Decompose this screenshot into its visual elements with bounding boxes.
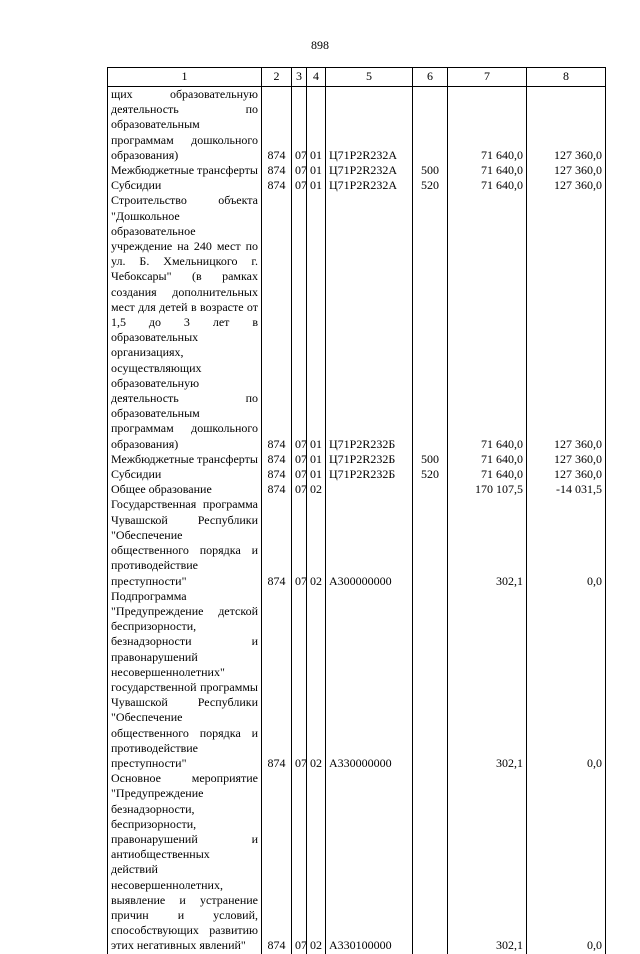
amount-2: 127 360,0 bbox=[527, 467, 606, 482]
row-name: Субсидии bbox=[108, 178, 262, 193]
target-code: Ц71Р2R232А bbox=[326, 87, 413, 164]
expense-type-code: 520 bbox=[413, 178, 448, 193]
amount-1: 71 640,0 bbox=[448, 193, 527, 451]
section-code: 07 bbox=[292, 163, 307, 178]
subsection-code: 02 bbox=[307, 589, 326, 771]
amount-1: 71 640,0 bbox=[448, 452, 527, 467]
amount-1: 71 640,0 bbox=[448, 178, 527, 193]
table-header-row bbox=[108, 68, 606, 87]
table-row bbox=[108, 178, 606, 193]
expense-type-code: 500 bbox=[413, 452, 448, 467]
ministry-code: 874 bbox=[262, 87, 292, 164]
table-row bbox=[108, 482, 606, 497]
expense-type-code bbox=[413, 193, 448, 451]
amount-1: 71 640,0 bbox=[448, 87, 527, 164]
ministry-code: 874 bbox=[262, 452, 292, 467]
expense-type-code bbox=[413, 87, 448, 164]
amount-2: 127 360,0 bbox=[527, 163, 606, 178]
section-code: 07 bbox=[292, 497, 307, 588]
header-cell: 4 bbox=[307, 68, 326, 87]
target-code: Ц71Р2R232Б bbox=[326, 467, 413, 482]
table-row bbox=[108, 497, 606, 588]
amount-1: 170 107,5 bbox=[448, 482, 527, 497]
section-code: 07 bbox=[292, 771, 307, 953]
section-code: 07 bbox=[292, 482, 307, 497]
ministry-code: 874 bbox=[262, 771, 292, 953]
ministry-code: 874 bbox=[262, 589, 292, 771]
expense-type-code bbox=[413, 497, 448, 588]
budget-table bbox=[107, 67, 606, 954]
expense-type-code: 520 bbox=[413, 467, 448, 482]
row-name: щих образовательную деятельность по образовательным программам дошкольного образования) bbox=[108, 87, 262, 164]
amount-2: 127 360,0 bbox=[527, 452, 606, 467]
amount-2: 127 360,0 bbox=[527, 87, 606, 164]
section-code: 07 bbox=[292, 452, 307, 467]
subsection-code: 01 bbox=[307, 193, 326, 451]
table-row bbox=[108, 467, 606, 482]
ministry-code: 874 bbox=[262, 467, 292, 482]
ministry-code: 874 bbox=[262, 497, 292, 588]
amount-2: 0,0 bbox=[527, 771, 606, 953]
target-code bbox=[326, 482, 413, 497]
row-name: Межбюджетные трансферты bbox=[108, 452, 262, 467]
header-cell: 7 bbox=[448, 68, 527, 87]
header-cell: 2 bbox=[262, 68, 292, 87]
target-code: А300000000 bbox=[326, 497, 413, 588]
expense-type-code bbox=[413, 482, 448, 497]
table-row bbox=[108, 452, 606, 467]
target-code: Ц71Р2R232А bbox=[326, 178, 413, 193]
subsection-code: 01 bbox=[307, 87, 326, 164]
amount-1: 302,1 bbox=[448, 771, 527, 953]
section-code: 07 bbox=[292, 87, 307, 164]
amount-1: 302,1 bbox=[448, 497, 527, 588]
table-row bbox=[108, 589, 606, 771]
row-name: Субсидии bbox=[108, 467, 262, 482]
header-cell: 5 bbox=[326, 68, 413, 87]
row-name: Государственная программа Чувашской Республики "Обеспечение общественного порядка и противодействие преступности" bbox=[108, 497, 262, 588]
header-cell: 1 bbox=[108, 68, 262, 87]
subsection-code: 01 bbox=[307, 467, 326, 482]
row-name: Строительство объекта "Дошкольное образовательное учреждение на 240 мест по ул. Б. Хмельницкого г. Чебоксары" (в рамках создания дополнительных мест для детей в возрасте от 1,5 до 3 лет в образовательных организациях, осуществляющих образовательную деятельность по образовательным программам дошкольного образования) bbox=[108, 193, 262, 451]
header-cell: 8 bbox=[527, 68, 606, 87]
target-code: Ц71Р2R232Б bbox=[326, 193, 413, 451]
amount-1: 71 640,0 bbox=[448, 467, 527, 482]
subsection-code: 01 bbox=[307, 452, 326, 467]
target-code: Ц71Р2R232Б bbox=[326, 452, 413, 467]
amount-1: 71 640,0 bbox=[448, 163, 527, 178]
ministry-code: 874 bbox=[262, 163, 292, 178]
header-cell: 6 bbox=[413, 68, 448, 87]
table-row bbox=[108, 193, 606, 451]
ministry-code: 874 bbox=[262, 193, 292, 451]
subsection-code: 01 bbox=[307, 178, 326, 193]
section-code: 07 bbox=[292, 467, 307, 482]
section-code: 07 bbox=[292, 178, 307, 193]
expense-type-code bbox=[413, 771, 448, 953]
section-code: 07 bbox=[292, 589, 307, 771]
table-row bbox=[108, 87, 606, 164]
subsection-code: 01 bbox=[307, 163, 326, 178]
ministry-code: 874 bbox=[262, 482, 292, 497]
amount-2: 127 360,0 bbox=[527, 193, 606, 451]
target-code: Ц71Р2R232А bbox=[326, 163, 413, 178]
amount-2: -14 031,5 bbox=[527, 482, 606, 497]
amount-2: 0,0 bbox=[527, 497, 606, 588]
subsection-code: 02 bbox=[307, 771, 326, 953]
page-number: 898 bbox=[311, 38, 329, 52]
section-code: 07 bbox=[292, 193, 307, 451]
row-name: Межбюджетные трансферты bbox=[108, 163, 262, 178]
subsection-code: 02 bbox=[307, 497, 326, 588]
amount-1: 302,1 bbox=[448, 589, 527, 771]
subsection-code: 02 bbox=[307, 482, 326, 497]
target-code: А330100000 bbox=[326, 771, 413, 953]
expense-type-code: 500 bbox=[413, 163, 448, 178]
row-name: Подпрограмма "Предупреждение детской беспризорности, безнадзорности и правонарушений несовершеннолетних" государственной программы Чувашской Республики "Обеспечение общественного порядка и противодействие преступности" bbox=[108, 589, 262, 771]
table-row bbox=[108, 771, 606, 953]
target-code: А330000000 bbox=[326, 589, 413, 771]
amount-2: 0,0 bbox=[527, 589, 606, 771]
amount-2: 127 360,0 bbox=[527, 178, 606, 193]
row-name: Общее образование bbox=[108, 482, 262, 497]
expense-type-code bbox=[413, 589, 448, 771]
header-cell: 3 bbox=[292, 68, 307, 87]
row-name: Основное мероприятие "Предупреждение безнадзорности, беспризорности, правонарушений и антиобщественных действий несовершеннолетних, выявление и устранение причин и условий, способствующих развитию этих негативных явлений" bbox=[108, 771, 262, 953]
ministry-code: 874 bbox=[262, 178, 292, 193]
table-row bbox=[108, 163, 606, 178]
